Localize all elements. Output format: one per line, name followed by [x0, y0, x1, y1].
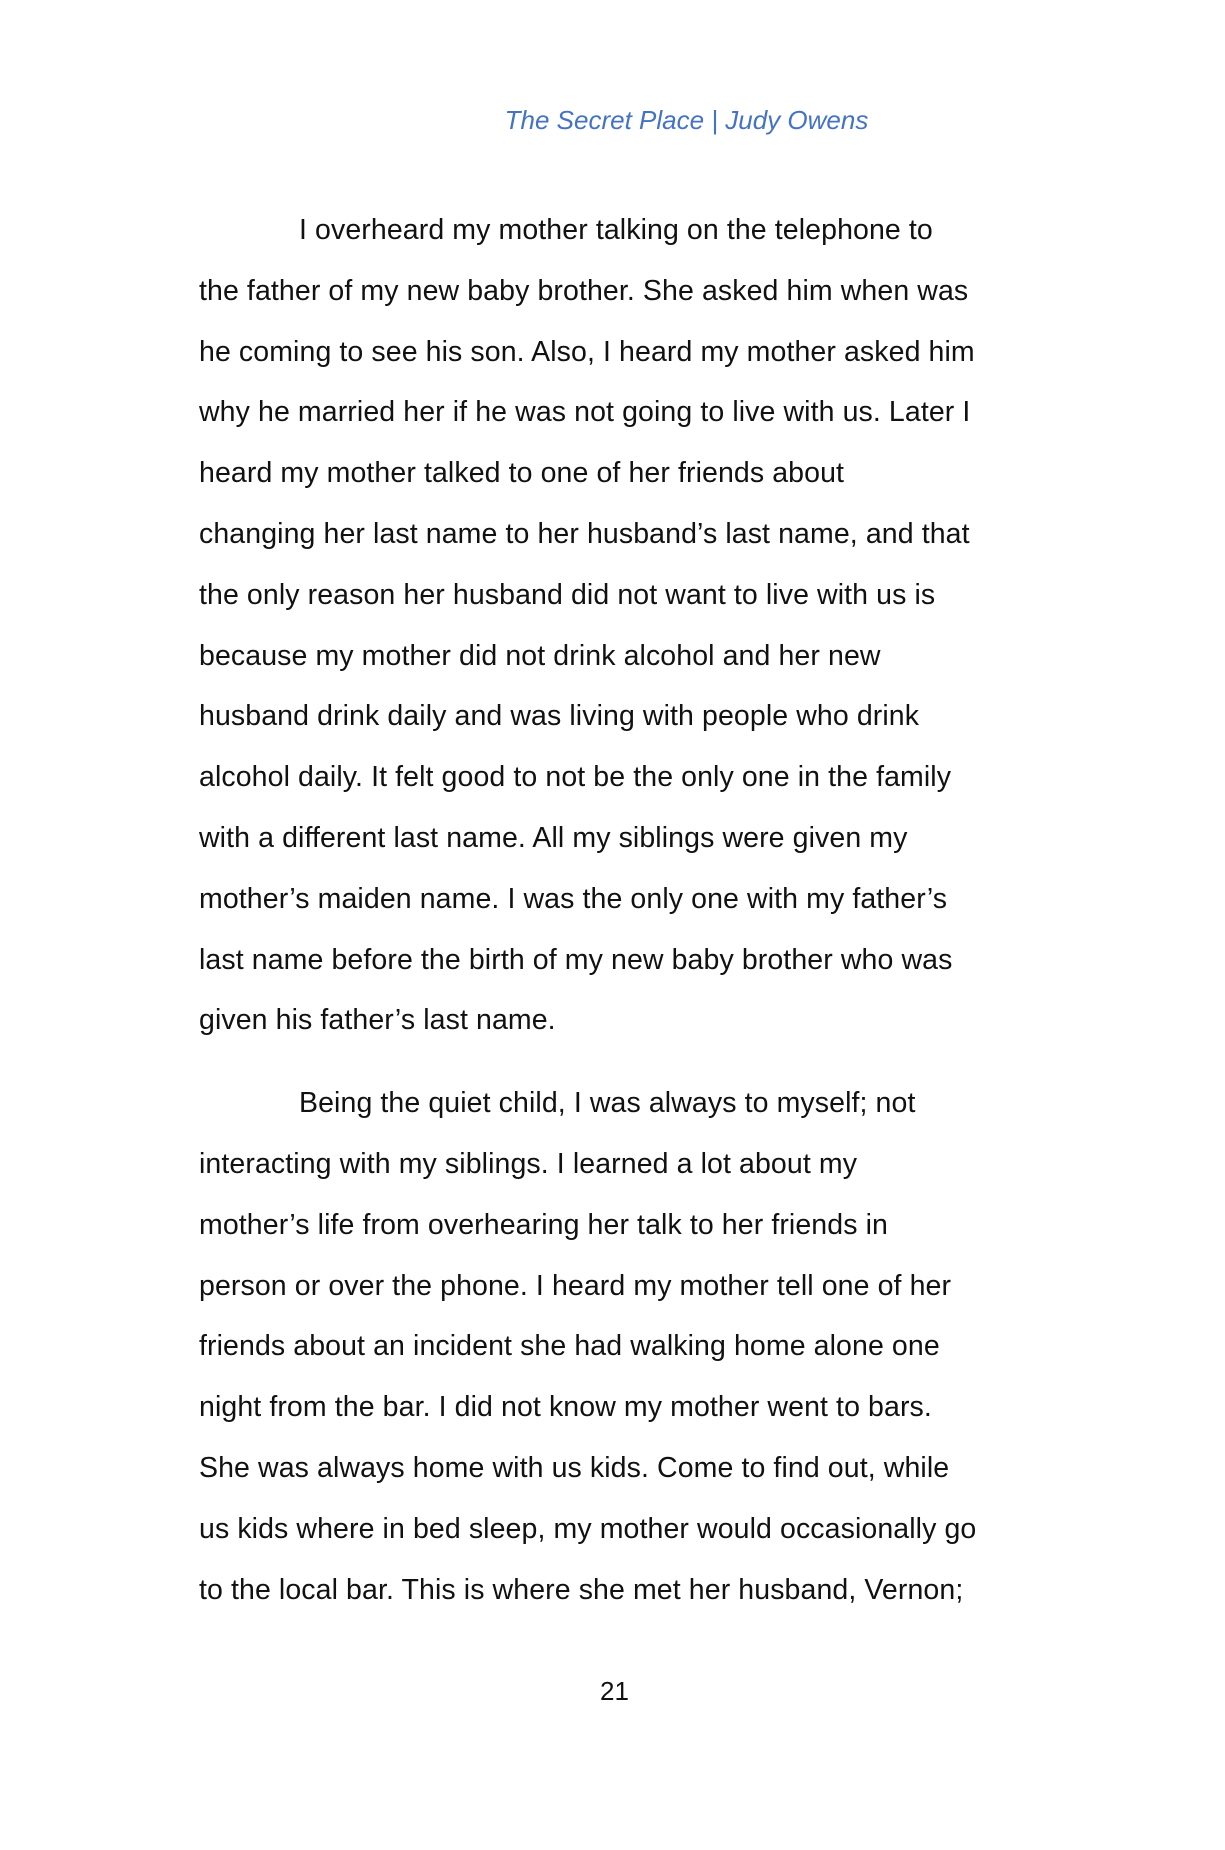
text-line: because my mother did not drink alcohol and her new	[199, 639, 881, 672]
paragraph-1	[199, 200, 1029, 1051]
text-line: interacting with my siblings. I learned a lot about my	[199, 1147, 858, 1180]
text-line: Being the quiet child, I was always to myself; not	[299, 1087, 916, 1120]
text-line: She was always home with us kids. Come to find out, while	[199, 1451, 950, 1484]
text-line: mother’s maiden name. I was the only one with my father’s	[199, 882, 948, 915]
paragraph-spacer	[199, 1051, 1029, 1073]
text-line: alcohol daily. It felt good to not be the only one in the family	[199, 761, 952, 794]
text-line: us kids where in bed sleep, my mother would occasionally go	[199, 1512, 977, 1545]
text-line: to the local bar. This is where she met her husband, Vernon;	[199, 1573, 964, 1606]
running-header: The Secret Place | Judy Owens	[504, 105, 869, 135]
text-line: with a different last name. All my siblings were given my	[199, 821, 908, 854]
body-text	[199, 200, 1029, 1620]
text-line: he coming to see his son. Also, I heard my mother asked him	[199, 335, 975, 368]
text-line: last name before the birth of my new baby brother who was	[199, 943, 953, 976]
text-line: given his father’s last name.	[199, 1004, 556, 1037]
text-line: mother’s life from overhearing her talk to her friends in	[199, 1208, 888, 1241]
text-line: the only reason her husband did not want to live with us is	[199, 578, 936, 611]
text-line: night from the bar. I did not know my mother went to bars.	[199, 1391, 932, 1424]
text-line: why he married her if he was not going to live with us. Later I	[199, 396, 971, 429]
text-line: husband drink daily and was living with people who drink	[199, 700, 920, 733]
page-number: 21	[600, 1676, 629, 1706]
text-line: changing her last name to her husband’s last name, and that	[199, 517, 970, 550]
text-line: heard my mother talked to one of her friends about	[199, 457, 845, 490]
paragraph-2	[199, 1073, 1029, 1620]
text-line: friends about an incident she had walking home alone one	[199, 1330, 940, 1363]
text-line: person or over the phone. I heard my mother tell one of her	[199, 1269, 952, 1302]
text-line: I overheard my mother talking on the telephone to	[299, 214, 933, 246]
text-line: the father of my new baby brother. She asked him when was	[199, 274, 969, 307]
